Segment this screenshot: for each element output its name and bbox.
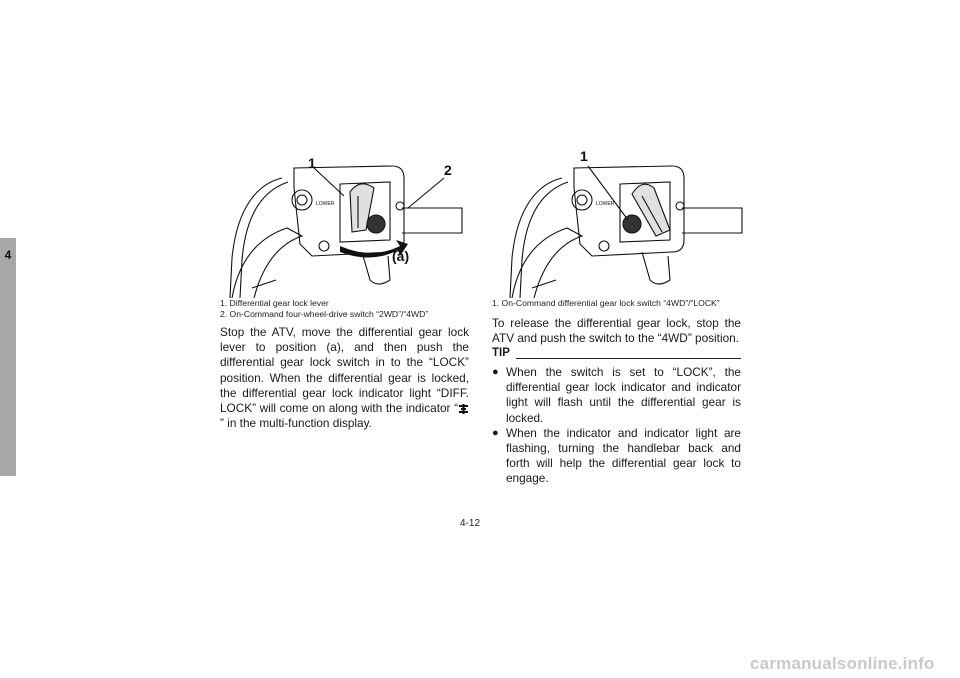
callout-2-left: 2 (444, 162, 452, 178)
chapter-number: 4 (4, 248, 12, 262)
chapter-tab (0, 238, 16, 476)
svg-text:LOWER: LOWER (316, 201, 335, 207)
bullet-icon: ● (492, 366, 499, 378)
tip-item (492, 365, 741, 426)
right-body-paragraph: To release the differential gear lock, stop the ATV and push the switch to the “4WD” position. (492, 316, 741, 346)
caption-right-1: 1. On-Command differential gear lock switch “4WD”/“LOCK” (492, 298, 720, 308)
bullet-icon: ● (492, 426, 499, 439)
diff-lock-indicator-icon (459, 404, 468, 414)
caption-left-1: 1. Differential gear lock lever (220, 298, 329, 308)
left-body-paragraph (220, 325, 469, 431)
left-body-text-1: Stop the ATV, move the differential gear lock lever to position (a), and then push the differential gear lock switch in to the “LOCK” position. When the differential gear is locked, the differential gear lock indicator light “DIFF. LOCK” will come on along with the indicator “ (220, 325, 469, 416)
handlebar-illustration-left (212, 148, 470, 298)
tip-list (492, 365, 741, 487)
left-body-text-2: ” in the multi-function display. (220, 416, 372, 431)
tip-text: When the switch is set to “LOCK”, the differential gear lock indicator and indicator light will flash until the differential gear is locked. (506, 365, 741, 425)
callout-1-left: 1 (308, 155, 316, 171)
tip-heading: TIP (492, 347, 510, 359)
tip-text: When the indicator and indicator light are flashing, turning the handlebar back and forth will help the differential gear lock to engage. (506, 425, 741, 486)
callout-1-right: 1 (580, 148, 588, 164)
tip-item (492, 426, 741, 487)
callout-a-left: (a) (392, 248, 410, 264)
tip-divider (516, 358, 741, 359)
handlebar-illustration-right (492, 148, 750, 298)
watermark: carmanualsonline.info (750, 654, 935, 673)
page-number: 4-12 (460, 518, 481, 529)
svg-text:LOWER: LOWER (596, 201, 615, 207)
caption-left-2: 2. On-Command four-wheel-drive switch “2WD”/“4WD” (220, 309, 429, 319)
